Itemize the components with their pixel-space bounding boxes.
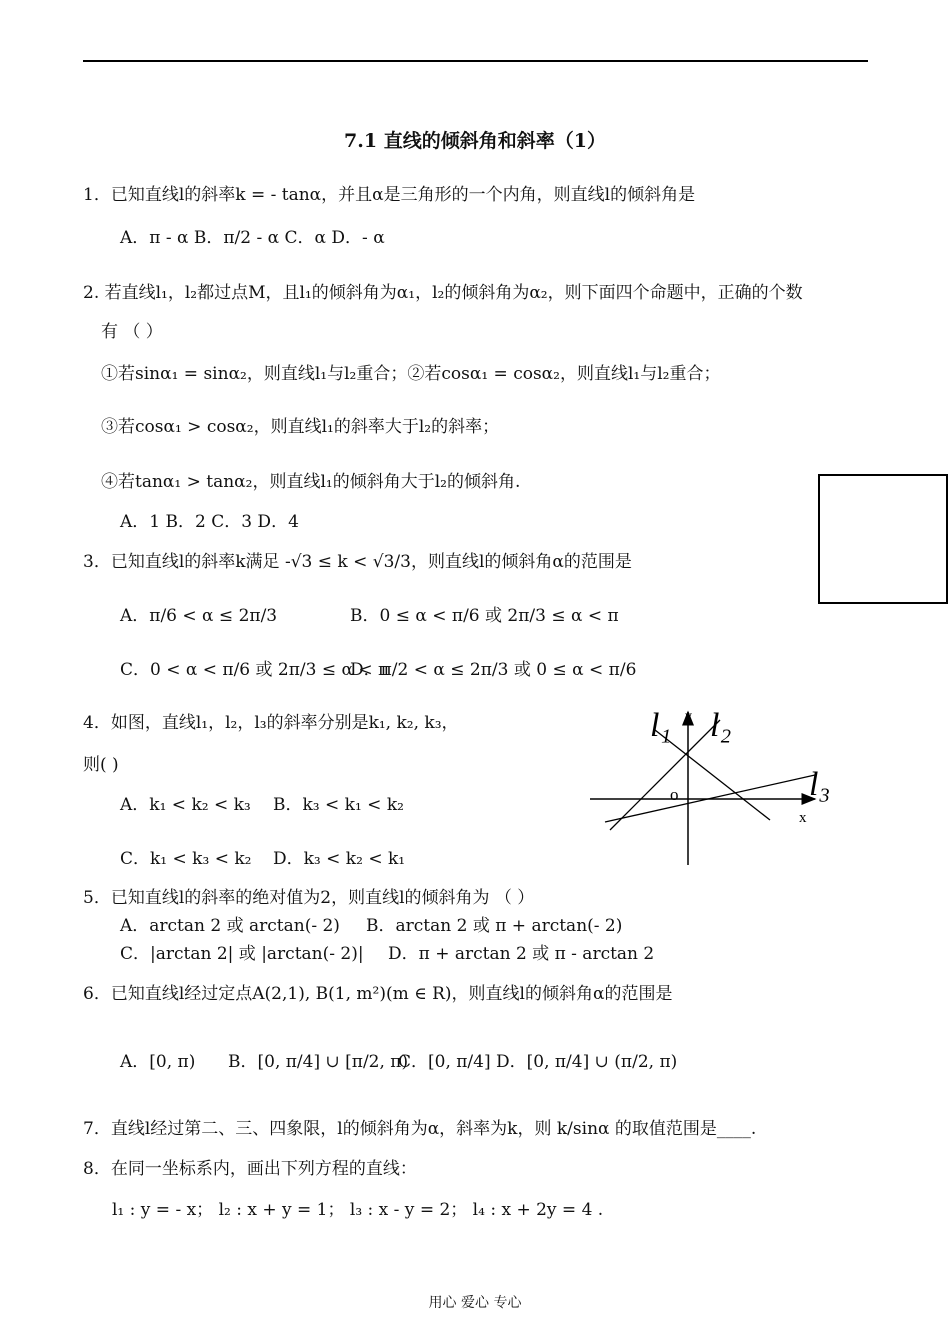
question-3-option-b: B．0 ≤ α < π/6 或 2π/3 ≤ α < π — [350, 606, 619, 626]
question-1-options: A．π - α B．π/2 - α C．α D．- α — [120, 228, 385, 248]
question-3-option-c: C．0 < α < π/6 或 2π/3 ≤ α < π — [120, 660, 390, 680]
question-4-option-c: C．k₁ < k₃ < k₂ — [120, 849, 252, 869]
question-5-option-c: C．|arctan 2| 或 |arctan(- 2)| — [120, 944, 364, 964]
label-x: x — [799, 810, 807, 826]
question-2-prop-4: ④若tanα₁ > tanα₂，则直线l₁的倾斜角大于l₂的倾斜角. — [101, 472, 521, 492]
question-6-option-b: B．[0, π/4] ∪ [π/2, π) — [228, 1052, 409, 1072]
question-2-prop-3: ③若cosα₁ > cosα₂，则直线l₁的斜率大于l₂的斜率； — [101, 417, 500, 437]
question-4-option-a: A．k₁ < k₂ < k₃ — [120, 795, 251, 815]
question-6-option-a: A．[0, π) — [120, 1052, 196, 1072]
question-8-equations: l₁ : y = - x； l₂ : x + y = 1； l₃ : x - y = 2； l₄ : x + 2y = 4 . — [112, 1200, 604, 1220]
answer-box[interactable] — [818, 474, 948, 604]
label-origin: o — [670, 785, 679, 804]
question-4: 4．如图，直线l₁，l₂，l₃的斜率分别是k₁, k₂, k₃， — [83, 713, 459, 733]
question-7: 7．直线l经过第二、三、四象限，l的倾斜角为α，斜率为k，则 k/sinα 的取值范围是____. — [83, 1119, 757, 1139]
question-4-cont: 则( ) — [83, 755, 119, 775]
label-l2: l₂ — [710, 707, 732, 744]
label-l1: l₁ — [650, 707, 672, 744]
question-6-option-c: C．[0, π/4] — [398, 1052, 491, 1072]
question-2-prop-1-2: ①若sinα₁ = sinα₂，则直线l₁与l₂重合；②若cosα₁ = cosα₂，则直线l₁与l₂重合； — [101, 364, 721, 384]
question-2-options: A．1 B．2 C．3 D．4 — [120, 512, 299, 532]
question-4-figure — [585, 700, 845, 870]
question-4-option-b: B．k₃ < k₁ < k₂ — [273, 795, 404, 815]
question-4-option-d: D．k₃ < k₂ < k₁ — [273, 849, 406, 869]
question-8: 8．在同一坐标系内，画出下列方程的直线： — [83, 1159, 417, 1179]
header-rule — [83, 60, 868, 62]
question-2: 2. 若直线l₁，l₂都过点M，且l₁的倾斜角为α₁，l₂的倾斜角为α₂，则下面四个命题中，正确的个数 — [83, 283, 803, 303]
question-5-option-b: B．arctan 2 或 π + arctan(- 2) — [366, 916, 623, 936]
question-3-option-a: A．π/6 < α ≤ 2π/3 — [120, 606, 278, 626]
label-y: y — [685, 709, 692, 724]
question-3-option-d: D．π/2 < α ≤ 2π/3 或 0 ≤ α < π/6 — [350, 660, 637, 680]
question-2-cont: 有 （ ） — [101, 322, 163, 342]
page-footer: 用心 爱心 专心 — [428, 1295, 522, 1311]
question-5-option-d: D．π + arctan 2 或 π - arctan 2 — [388, 944, 655, 964]
question-1: 1．已知直线l的斜率k = - tanα，并且α是三角形的一个内角，则直线l的倾斜角是 — [83, 185, 696, 205]
question-5-option-a: A．arctan 2 或 arctan(- 2) — [120, 916, 340, 936]
question-6: 6．已知直线l经过定点A(2,1), B(1, m²)(m ∈ R)，则直线l的倾斜角α的范围是 — [83, 984, 673, 1004]
question-5: 5．已知直线l的斜率的绝对值为2，则直线l的倾斜角为 （ ） — [83, 888, 535, 908]
page-title: 7.1 直线的倾斜角和斜率（1） — [344, 130, 606, 152]
question-3: 3．已知直线l的斜率k满足 -√3 ≤ k < √3/3，则直线l的倾斜角α的范围是 — [83, 552, 632, 572]
label-l3: l₃ — [809, 766, 831, 803]
question-6-option-d: D．[0, π/4] ∪ (π/2, π) — [496, 1052, 678, 1072]
